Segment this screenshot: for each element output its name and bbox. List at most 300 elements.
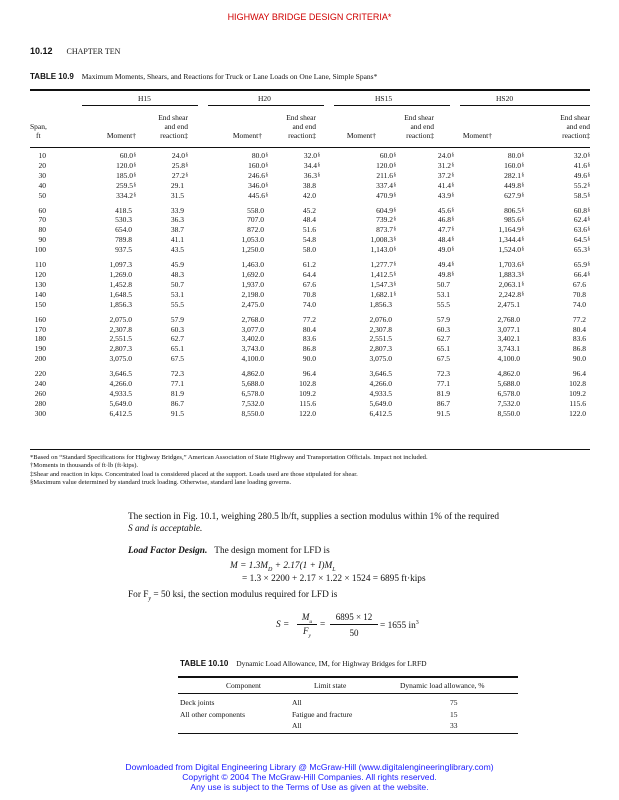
moment-header-hs20: Moment† (462, 131, 492, 140)
value-cell: 96.4 (572, 369, 586, 379)
t10-header-allowance: Dynamic load allowance, % (400, 681, 485, 690)
value-cell: 115.6 (299, 398, 316, 408)
fy-paragraph: For $F_y = 50$ ksi, the section modulus required for LFD is (128, 590, 338, 602)
value-cell: 1,164.9§ (498, 225, 524, 235)
value-cell: 90.0 (302, 354, 316, 364)
group-hs20: HS20 (496, 94, 514, 103)
value-cell: 3,646.5 (109, 369, 132, 379)
value-cell: 58.0 (302, 245, 316, 255)
value-cell: 49.4§ (437, 260, 454, 270)
value-cell: 3,075.0 (109, 354, 132, 364)
value-cell: 8,550.0 (497, 408, 520, 418)
value-cell: 48.4 (302, 215, 316, 225)
table-row (30, 389, 590, 399)
value-cell: 2,768.0 (241, 314, 264, 324)
value-cell: 77.1 (436, 379, 450, 389)
value-cell: 2,807.3 (109, 344, 132, 354)
span-cell: 170 (34, 324, 46, 334)
value-cell: 80.4 (302, 324, 316, 334)
value-cell: 3,743.0 (241, 344, 264, 354)
value-cell: 64.5§ (573, 235, 590, 245)
value-cell: 7,532.0 (497, 398, 520, 408)
value-cell: 449.8§ (504, 180, 524, 190)
shear-header-hs15: End shear and end reaction‡ (404, 113, 434, 140)
t10-cell: Fatigue and fracture (292, 710, 353, 719)
value-cell: 49.0§ (437, 245, 454, 255)
value-cell: 2,551.5 (369, 334, 392, 344)
value-cell: 80.0§ (251, 151, 268, 160)
value-cell: 45.6§ (437, 205, 454, 215)
value-cell: 1,412.5§ (370, 269, 396, 279)
table-row (30, 151, 590, 161)
table-10-9 (30, 92, 590, 419)
footnote: ‡Shear and reaction in kips. Concentrated load is considered placed at the support. Loads used are those stipulated for shear. (30, 470, 358, 478)
span-cell: 90 (38, 235, 46, 245)
value-cell: 4,862.0 (241, 369, 264, 379)
value-cell: 1,883.3§ (498, 269, 524, 279)
value-cell: 57.9 (170, 314, 184, 324)
value-cell: 86.8 (302, 344, 316, 354)
equation-lfd-moment: $M = 1.3M_D + 2.17(1 + I)M_L$ (230, 561, 336, 573)
value-cell: 67.5 (170, 354, 184, 364)
value-cell: 6,578.0 (241, 388, 264, 398)
value-cell: 102.8 (299, 379, 316, 389)
table-row (30, 325, 590, 335)
value-cell: 4,933.5 (369, 388, 392, 398)
value-cell: 70.8 (302, 289, 316, 299)
value-cell: 4,862.0 (497, 369, 520, 379)
span-cell: 10 (38, 151, 46, 160)
value-cell: 80.4 (572, 324, 586, 334)
table-row (30, 280, 590, 290)
value-cell: 1,682.1§ (370, 289, 396, 299)
value-cell: 2,242.8§ (498, 289, 524, 299)
value-cell: 31.2§ (437, 160, 454, 170)
value-cell: 24.0§ (437, 151, 454, 160)
value-cell: 41.4§ (437, 180, 454, 190)
footer-terms: Any use is subject to the Terms of Use as given at the website. (190, 782, 429, 792)
value-cell: 74.0 (302, 299, 316, 309)
value-cell: 5,688.0 (497, 379, 520, 389)
value-cell: 470.9§ (376, 190, 396, 200)
value-cell: 65.1 (170, 344, 184, 354)
value-cell: 24.0§ (171, 151, 188, 160)
t10-cell: 33 (450, 721, 458, 730)
value-cell: 60.0§ (119, 151, 136, 160)
value-cell: 25.8§ (171, 160, 188, 170)
table-10-9-caption-text: Maximum Moments, Shears, and Reactions for Truck or Lane Loads on One Lane, Simple Spans* (81, 72, 378, 81)
value-cell: 45.9 (170, 260, 184, 270)
value-cell: 53.1 (436, 289, 450, 299)
value-cell: 49.8§ (437, 269, 454, 279)
span-header: Span, ft (30, 122, 47, 140)
footnote: †Moments in thousands of ft·lb (ft·kips). (30, 462, 139, 470)
value-cell: 46.8§ (437, 215, 454, 225)
table-row (30, 290, 590, 300)
table-row (30, 215, 590, 225)
value-cell: 55.5 (170, 299, 184, 309)
value-cell: 872.0 (247, 225, 264, 235)
span-cell: 130 (34, 279, 46, 289)
span-cell: 140 (34, 289, 46, 299)
value-cell: 48.4§ (437, 235, 454, 245)
value-cell: 57.9 (436, 314, 450, 324)
value-cell: 58.5§ (573, 190, 590, 200)
value-cell: 60.3 (170, 324, 184, 334)
shear-header-h15: End shear and end reaction‡ (158, 113, 188, 140)
value-cell: 2,063.1§ (498, 279, 524, 289)
value-cell: 4,933.5 (109, 388, 132, 398)
value-cell: 3,402.1 (497, 334, 520, 344)
value-cell: 185.0§ (116, 170, 136, 180)
value-cell: 65.1 (436, 344, 450, 354)
value-cell: 34.4§ (303, 160, 320, 170)
value-cell: 60.3 (436, 324, 450, 334)
value-cell: 67.5 (436, 354, 450, 364)
value-cell: 707.0 (247, 215, 264, 225)
value-cell: 65.3§ (573, 245, 590, 255)
table-top-rule (30, 89, 590, 91)
group-h15: H15 (138, 94, 151, 103)
moment-header-h15: Moment† (106, 131, 136, 140)
value-cell: 7,532.0 (241, 398, 264, 408)
table-row (30, 161, 590, 171)
span-cell: 30 (38, 170, 46, 180)
equation-lfd-moment-value: = 1.3 × 2200 + 2.17 × 1.22 × 1524 = 6895 ft·kips (242, 574, 426, 584)
value-cell: 67.6 (302, 279, 316, 289)
value-cell: 4,266.0 (109, 379, 132, 389)
value-cell: 445.6§ (248, 190, 268, 200)
value-cell: 1,692.0 (241, 269, 264, 279)
value-cell: 29.1 (170, 180, 184, 190)
value-cell: 3,402.0 (241, 334, 264, 344)
table-row (30, 409, 590, 419)
table-row (30, 181, 590, 191)
t10-cell: All other components (180, 710, 245, 719)
value-cell: 4,100.0 (497, 354, 520, 364)
span-cell: 110 (35, 260, 46, 270)
value-cell: 1,547.3§ (370, 279, 396, 289)
table-10-9-footnotes (30, 454, 590, 487)
table-10-10-label: TABLE 10.10 (180, 659, 229, 668)
value-cell: 4,100.0 (241, 354, 264, 364)
value-cell: 32.0§ (303, 151, 320, 160)
table-row (30, 191, 590, 201)
moment-header-hs15: Moment† (346, 131, 376, 140)
value-cell: 70.8 (572, 289, 586, 299)
value-cell: 27.2§ (171, 170, 188, 180)
value-cell: 654.0 (115, 225, 132, 235)
value-cell: 418.5 (115, 205, 132, 215)
value-cell: 109.2 (569, 388, 586, 398)
value-cell: 86.8 (572, 344, 586, 354)
value-cell: 50.7 (170, 279, 184, 289)
value-cell: 2,076.0 (369, 314, 392, 324)
value-cell: 3,743.1 (497, 344, 520, 354)
value-cell: 8,550.0 (241, 408, 264, 418)
value-cell: 77.2 (302, 314, 316, 324)
t10-cell: 15 (450, 710, 458, 719)
t10-cell: All (292, 698, 302, 707)
t10-header-component: Component (226, 681, 261, 690)
value-cell: 1,524.0§ (498, 245, 524, 255)
span-cell: 180 (34, 334, 46, 344)
value-cell: 65.9§ (573, 260, 590, 270)
value-cell: 51.6 (302, 225, 316, 235)
value-cell: 120.0§ (116, 160, 136, 170)
value-cell: 1,937.0 (241, 279, 264, 289)
value-cell: 1,277.7§ (370, 260, 396, 270)
value-cell: 43.9§ (437, 190, 454, 200)
value-cell: 43.5 (170, 245, 184, 255)
span-cell: 20 (38, 160, 46, 170)
value-cell: 2,768.0 (497, 314, 520, 324)
value-cell: 5,649.0 (369, 398, 392, 408)
value-cell: 3,077.0 (241, 324, 264, 334)
value-cell: 55.2§ (573, 180, 590, 190)
value-cell: 74.0 (572, 299, 586, 309)
value-cell: 246.6§ (248, 170, 268, 180)
value-cell: 54.8 (302, 235, 316, 245)
value-cell: 62.7 (436, 334, 450, 344)
span-cell: 40 (38, 180, 46, 190)
table-row (30, 270, 590, 280)
value-cell: 55.5 (436, 299, 450, 309)
value-cell: 985.6§ (504, 215, 524, 225)
span-cell: 70 (38, 215, 46, 225)
value-cell: 2,075.0 (109, 314, 132, 324)
t10-cell: All (292, 721, 302, 730)
span-cell: 190 (34, 344, 46, 354)
span-cell: 200 (34, 354, 46, 364)
value-cell: 81.9 (170, 388, 184, 398)
span-cell: 100 (34, 245, 46, 255)
running-header: HIGHWAY BRIDGE DESIGN CRITERIA* (227, 12, 392, 22)
value-cell: 873.7§ (376, 225, 396, 235)
span-cell: 260 (34, 388, 46, 398)
value-cell: 45.2 (302, 205, 316, 215)
value-cell: 160.0§ (504, 160, 524, 170)
value-cell: 2,475.0 (241, 299, 264, 309)
value-cell: 64.4 (302, 269, 316, 279)
value-cell: 1,648.5 (109, 289, 132, 299)
value-cell: 806.5§ (504, 205, 524, 215)
value-cell: 32.0§ (573, 151, 590, 160)
value-cell: 62.7 (170, 334, 184, 344)
span-cell: 160 (34, 314, 46, 324)
group-h20: H20 (258, 94, 271, 103)
t10-header-limit-state: Limit state (314, 681, 347, 690)
value-cell: 1,053.0 (241, 235, 264, 245)
value-cell: 31.5 (170, 190, 184, 200)
footer-copyright: Copyright © 2004 The McGraw-Hill Companies. All rights reserved. (182, 772, 437, 782)
value-cell: 47.7§ (437, 225, 454, 235)
span-cell: 280 (34, 398, 46, 408)
value-cell: 41.1 (170, 235, 184, 245)
value-cell: 50.7 (436, 279, 450, 289)
value-cell: 37.2§ (437, 170, 454, 180)
value-cell: 38.8 (302, 180, 316, 190)
value-cell: 86.7 (436, 398, 450, 408)
value-cell: 1,008.3§ (370, 235, 396, 245)
table-row (30, 171, 590, 181)
footnote: *Based on “Standard Specifications for Highway Bridges,” American Association of State Highway and Transportation Officials. Impact not included. (30, 454, 428, 461)
value-cell: 60.0§ (379, 151, 396, 160)
value-cell: 91.5 (170, 408, 184, 418)
value-cell: 1,143.0§ (370, 245, 396, 255)
table-row (30, 354, 590, 364)
value-cell: 122.0 (569, 408, 586, 418)
value-cell: 1,856.3 (109, 299, 132, 309)
value-cell: 42.0 (302, 190, 316, 200)
table-row (30, 344, 590, 354)
lfd-paragraph: Load Factor Design. The design moment for LFD is (128, 546, 330, 556)
value-cell: 789.8 (115, 235, 132, 245)
value-cell: 38.7 (170, 225, 184, 235)
value-cell: 530.3 (115, 215, 132, 225)
value-cell: 81.9 (436, 388, 450, 398)
value-cell: 36.3§ (303, 170, 320, 180)
value-cell: 90.0 (572, 354, 586, 364)
table-10-9-body (30, 151, 590, 419)
chapter-header (30, 46, 120, 56)
value-cell: 160.0§ (248, 160, 268, 170)
lfd-heading: Load Factor Design. (128, 546, 208, 556)
table-row (30, 379, 590, 389)
t10-cell: 75 (450, 698, 458, 707)
value-cell: 61.2 (302, 260, 316, 270)
shear-header-h20: End shear and end reaction‡ (286, 113, 316, 140)
value-cell: 83.6 (572, 334, 586, 344)
value-cell: 1,344.4§ (498, 235, 524, 245)
value-cell: 67.6 (572, 279, 586, 289)
table-10-9-caption (30, 72, 377, 81)
shear-header-hs20: End shear and end reaction‡ (560, 113, 590, 140)
value-cell: 48.3 (170, 269, 184, 279)
value-cell: 558.0 (247, 205, 264, 215)
value-cell: 337.4§ (376, 180, 396, 190)
value-cell: 5,649.0 (109, 398, 132, 408)
table-row (30, 201, 590, 216)
value-cell: 72.3 (436, 369, 450, 379)
value-cell: 77.2 (572, 314, 586, 324)
table-10-10-caption: TABLE 10.10 Dynamic Load Allowance, IM, for Highway Bridges for LRFD (180, 659, 427, 668)
group-hs15: HS15 (375, 94, 393, 103)
value-cell: 2,198.0 (241, 289, 264, 299)
value-cell: 80.0§ (507, 151, 524, 160)
value-cell: 1,452.8 (109, 279, 132, 289)
value-cell: 91.5 (436, 408, 450, 418)
t10-cell: Deck joints (180, 698, 215, 707)
value-cell: 86.7 (170, 398, 184, 408)
value-cell: 627.9§ (504, 190, 524, 200)
table-row (30, 310, 590, 325)
value-cell: 41.6§ (573, 160, 590, 170)
footer-download-link[interactable]: Downloaded from Digital Engineering Library @ McGraw-Hill (www.digitalengineeringlibrary.com) (125, 762, 494, 772)
value-cell: 66.4§ (573, 269, 590, 279)
value-cell: 49.6§ (573, 170, 590, 180)
table-row (30, 300, 590, 310)
span-cell: 300 (34, 408, 46, 418)
value-cell: 1,097.3 (109, 260, 132, 270)
value-cell: 5,688.0 (241, 379, 264, 389)
table-row (30, 334, 590, 344)
table-bottom-rule (30, 449, 590, 450)
value-cell: 60.8§ (573, 205, 590, 215)
value-cell: 2,307.8 (369, 324, 392, 334)
value-cell: 102.8 (569, 379, 586, 389)
value-cell: 937.5 (115, 245, 132, 255)
value-cell: 6,578.0 (497, 388, 520, 398)
span-cell: 150 (34, 299, 46, 309)
value-cell: 96.4 (302, 369, 316, 379)
chapter-title: CHAPTER TEN (66, 47, 121, 56)
value-cell: 211.6§ (376, 170, 396, 180)
value-cell: 2,551.5 (109, 334, 132, 344)
table-row (30, 364, 590, 379)
value-cell: 1,463.0 (241, 260, 264, 270)
value-cell: 4,266.0 (369, 379, 392, 389)
span-cell: 80 (38, 225, 46, 235)
table-row (30, 245, 590, 255)
value-cell: 3,646.5 (369, 369, 392, 379)
value-cell: 3,075.0 (369, 354, 392, 364)
value-cell: 6,412.5 (109, 408, 132, 418)
value-cell: 1,269.0 (109, 269, 132, 279)
span-cell: 220 (34, 369, 46, 379)
value-cell: 36.3 (170, 215, 184, 225)
value-cell: 1,856.3 (369, 299, 392, 309)
span-cell: 50 (38, 190, 46, 200)
value-cell: 282.1§ (504, 170, 524, 180)
table-row (30, 235, 590, 245)
value-cell: 3,077.1 (497, 324, 520, 334)
value-cell: 72.3 (170, 369, 184, 379)
table-row (30, 225, 590, 235)
page-number: 10.12 (30, 46, 53, 56)
value-cell: 83.6 (302, 334, 316, 344)
value-cell: 2,807.3 (369, 344, 392, 354)
table-column-header (30, 109, 590, 145)
value-cell: 6,412.5 (369, 408, 392, 418)
value-cell: 739.2§ (376, 215, 396, 225)
value-cell: 1,250.0 (241, 245, 264, 255)
span-cell: 240 (34, 379, 46, 389)
span-cell: 120 (34, 269, 46, 279)
moment-header-h20: Moment† (232, 131, 262, 140)
body-paragraph: The section in Fig. 10.1, weighing 280.5 lb/ft, supplies a section modulus within 1% of the required S and is acceptable. (128, 512, 500, 534)
span-cell: 60 (38, 205, 46, 215)
table-row (30, 255, 590, 270)
value-cell: 77.1 (170, 379, 184, 389)
footnote: §Maximum value determined by standard truck loading. Otherwise, standard lane loading governs. (30, 478, 292, 486)
value-cell: 62.4§ (573, 215, 590, 225)
value-cell: 2,475.1 (497, 299, 520, 309)
value-cell: 604.9§ (376, 205, 396, 215)
value-cell: 259.5§ (116, 180, 136, 190)
value-cell: 120.0§ (376, 160, 396, 170)
value-cell: 2,307.8 (109, 324, 132, 334)
value-cell: 63.6§ (573, 225, 590, 235)
value-cell: 33.9 (170, 205, 184, 215)
table-row (30, 399, 590, 409)
value-cell: 115.6 (569, 398, 586, 408)
value-cell: 109.2 (299, 388, 316, 398)
value-cell: 1,703.6§ (498, 260, 524, 270)
table-group-header (30, 92, 590, 104)
table-10-9-label: TABLE 10.9 (30, 72, 74, 81)
value-cell: 122.0 (299, 408, 316, 418)
